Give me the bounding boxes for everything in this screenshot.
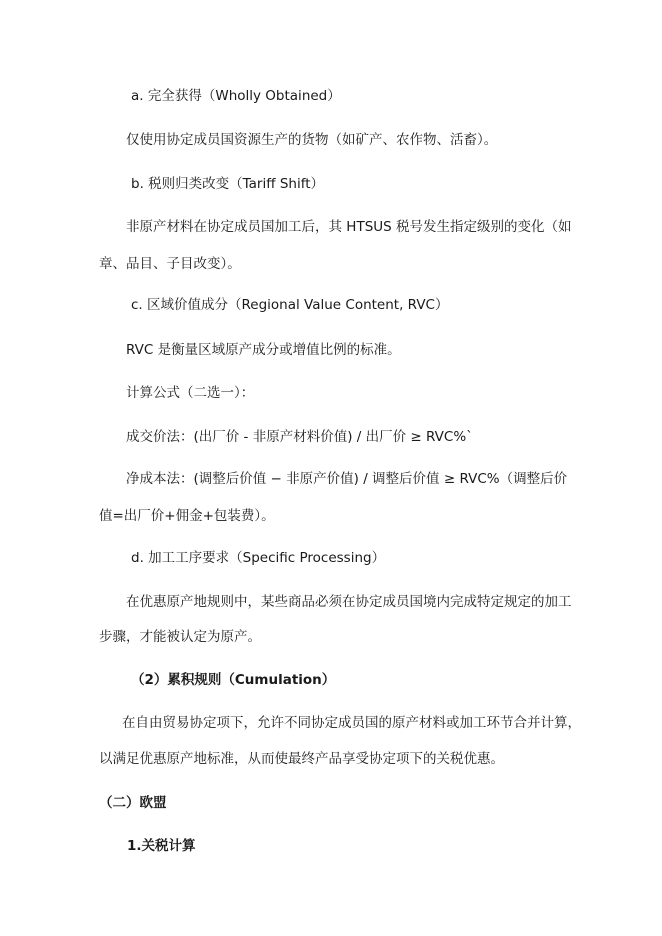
cumulation-heading: （2）累积规则（Cumulation） <box>131 672 336 688</box>
eu-section-heading: （二）欧盟 <box>99 795 167 811</box>
item-b-tariff-shift-heading: b. 税则归类改变（Tariff Shift） <box>131 176 325 192</box>
item-c-rvc-heading: c. 区域价值成分（Regional Value Content, RVC） <box>131 297 449 313</box>
specific-processing-description-line-1: 在优惠原产地规则中，某些商品必须在协定成员国境内完成特定规定的加工 <box>126 594 572 610</box>
net-cost-method-line-1: 净成本法：(调整后价值 − 非原产价值) / 调整后价值 ≥ RVC%（调整后价 <box>126 471 568 487</box>
net-cost-method-line-2: 值=出厂价+佣金+包装费）。 <box>99 508 275 524</box>
tariff-calculation-heading: 1.关税计算 <box>127 838 196 854</box>
cumulation-description-line-1: 在自由贸易协定项下，允许不同协定成员国的原产材料或加工环节合并计算， <box>122 715 581 731</box>
transaction-value-method: 成交价法：(出厂价 - 非原产材料价值) / 出厂价 ≥ RVC%` <box>126 429 473 445</box>
formula-intro: 计算公式（二选一）： <box>126 385 255 401</box>
wholly-obtained-description: 仅使用协定成员国资源生产的货物（如矿产、农作物、活畜）。 <box>126 132 498 148</box>
rvc-description: RVC 是衡量区域原产成分或增值比例的标准。 <box>126 342 401 358</box>
item-a-wholly-obtained-heading: a. 完全获得（Wholly Obtained） <box>131 88 341 104</box>
tariff-shift-description-line-1: 非原产材料在协定成员国加工后，其 HTSUS 税号发生指定级别的变化（如 <box>126 219 572 235</box>
item-d-specific-processing-heading: d. 加工工序要求（Specific Processing） <box>131 550 386 566</box>
tariff-shift-description-line-2: 章、品目、子目改变）。 <box>99 256 241 272</box>
specific-processing-description-line-2: 步骤，才能被认定为原产。 <box>99 629 261 645</box>
cumulation-description-line-2: 以满足优惠原产地标准，从而使最终产品享受协定项下的关税优惠。 <box>99 751 504 767</box>
